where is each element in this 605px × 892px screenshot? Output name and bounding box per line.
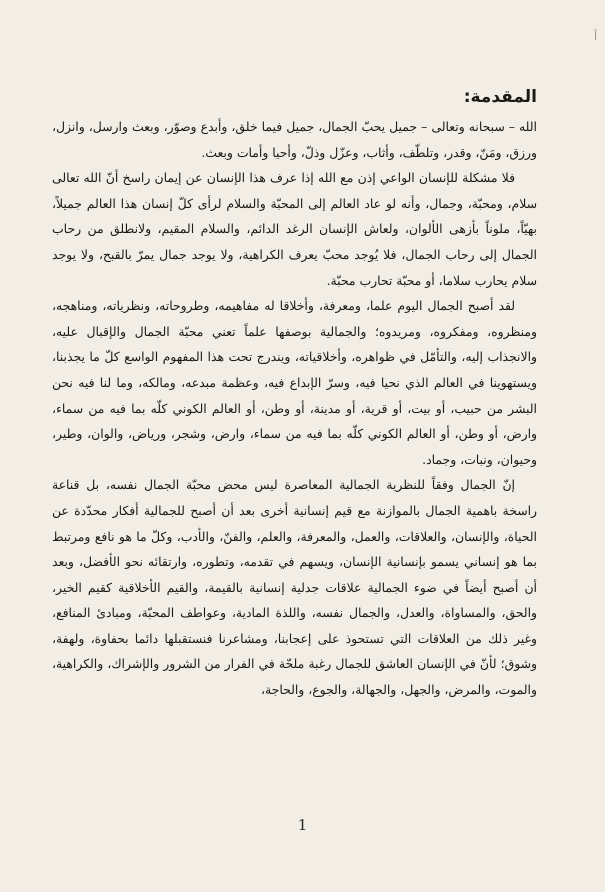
section-heading: المقدمة: [463,87,537,107]
corner-mark: أ [593,30,597,43]
paragraph-1: الله – سبحانه وتعالى – جميل يحبّ الجمال، جميل فيما خلق، وأبدع وصوّر، وبعث وارسل، وانزل، ورزق، ومَنّ، وقدر، وتلطّف، وأثاب، وعزّل وذلّ، وأحيا وأمات وبعث. [52,119,537,160]
paragraph-2: فلا مشكلة للإنسان الواعي إذن مع الله إذا عرف هذا الإنسان عن إيمان راسخ أنّ الله تعالى سلام، ومحبّة، وجمال، وأنه لو عاد العالم إلى المحبّة والسلام لرأى كلّ إنسان هذا العالم جميلاً، بهيّاً، ملوناً بأزهى الألوان، ولعاش الإنسان الرغد الدائم، والسلام المقيم، ولانطلق من رحاب الجمال إلى رحاب الجمال، فلا يُوجد محبّ يعرف الكراهية، ولا يوجد جمال يمرّ بالقبح، ولا يوجد سلام يحارب سلاما، أو محبّة تحارب محبّة. [52,170,537,288]
paragraph-4: إنّ الجمال وفقاً للنظرية الجمالية المعاصرة ليس محض محبّة الجمال نفسه، بل قناعة راسخة باهمية الجمال بالموازنة مع قيم إنسانية أخرى بعد أن أصبح للجمالية أفكار محدّدة عن الحياة، والإنسان، والعلاقات، والعمل، والمعرفة، والعلم، والفنّ، والأدب، وكلّ ما هو نافع ومرتبط بما هو إنساني يسمو بإنسانية الإنسان، ويسهم في تقدمه، وتطوره، وارتقائه نحو الأفضل، وبعد أن أصبح أيضاً في ضوء الجمالية علاقات جدلية إنسانية بالقيمة، والقيم الأخلاقية كقيم الخير، والحق، والمساواة، والعدل، والجمال نفسه، واللذة المادية، وعواطف المحبّة، ومبادئ المنافع، وغير ذلك من العلاقات التي تستحوذ على إعجابنا، ومشاعرنا فنستقبلها دائما بحفاوة، ولهفة، وشوق؛ لأنّ في الإنسان العاشق للجمال رغبة ملحّة في الفرار من الشرور والإشراك، والكراهية، والموت، والمرض، والجهل، والجهالة، والجوع، والحاجة، [52,477,537,698]
paragraph-3: لقد أصبح الجمال اليوم علما، ومعرفة، وأخلاقا له مفاهيمه، وطروحاته، ونظرياته، ومناهجه، ومنظروه، ومفكروه، ومريدوه؛ والجمالية بوصفها علماً تعني محبّة الجمال والإقبال عليه، والانجذاب إليه، والتأمّل في ظواهره، وأخلاقياته، ويندرج تحت هذا المفهوم الواسع كلّ ما يجذبنا، ويستهوينا في العالم الذي نحيا فيه، وسرّ الإبداع فيه، وعظمة مبدعه، ومالكه، وما لنا فيه نحن البشر من حبيب، أو بيت، أو قرية، أو مدينة، أو وطن، أو العالم الكوني كلّه بما فيه من سماء، وارض، أو وطن، أو العالم الكوني كلّه بما فيه من سماء، وارض، وشجر، ورياض، والوان، وطير، وحيوان، ونبات، وجماد. [52,298,537,467]
body-text [52,82,537,703]
page-number: 1 [297,816,308,834]
